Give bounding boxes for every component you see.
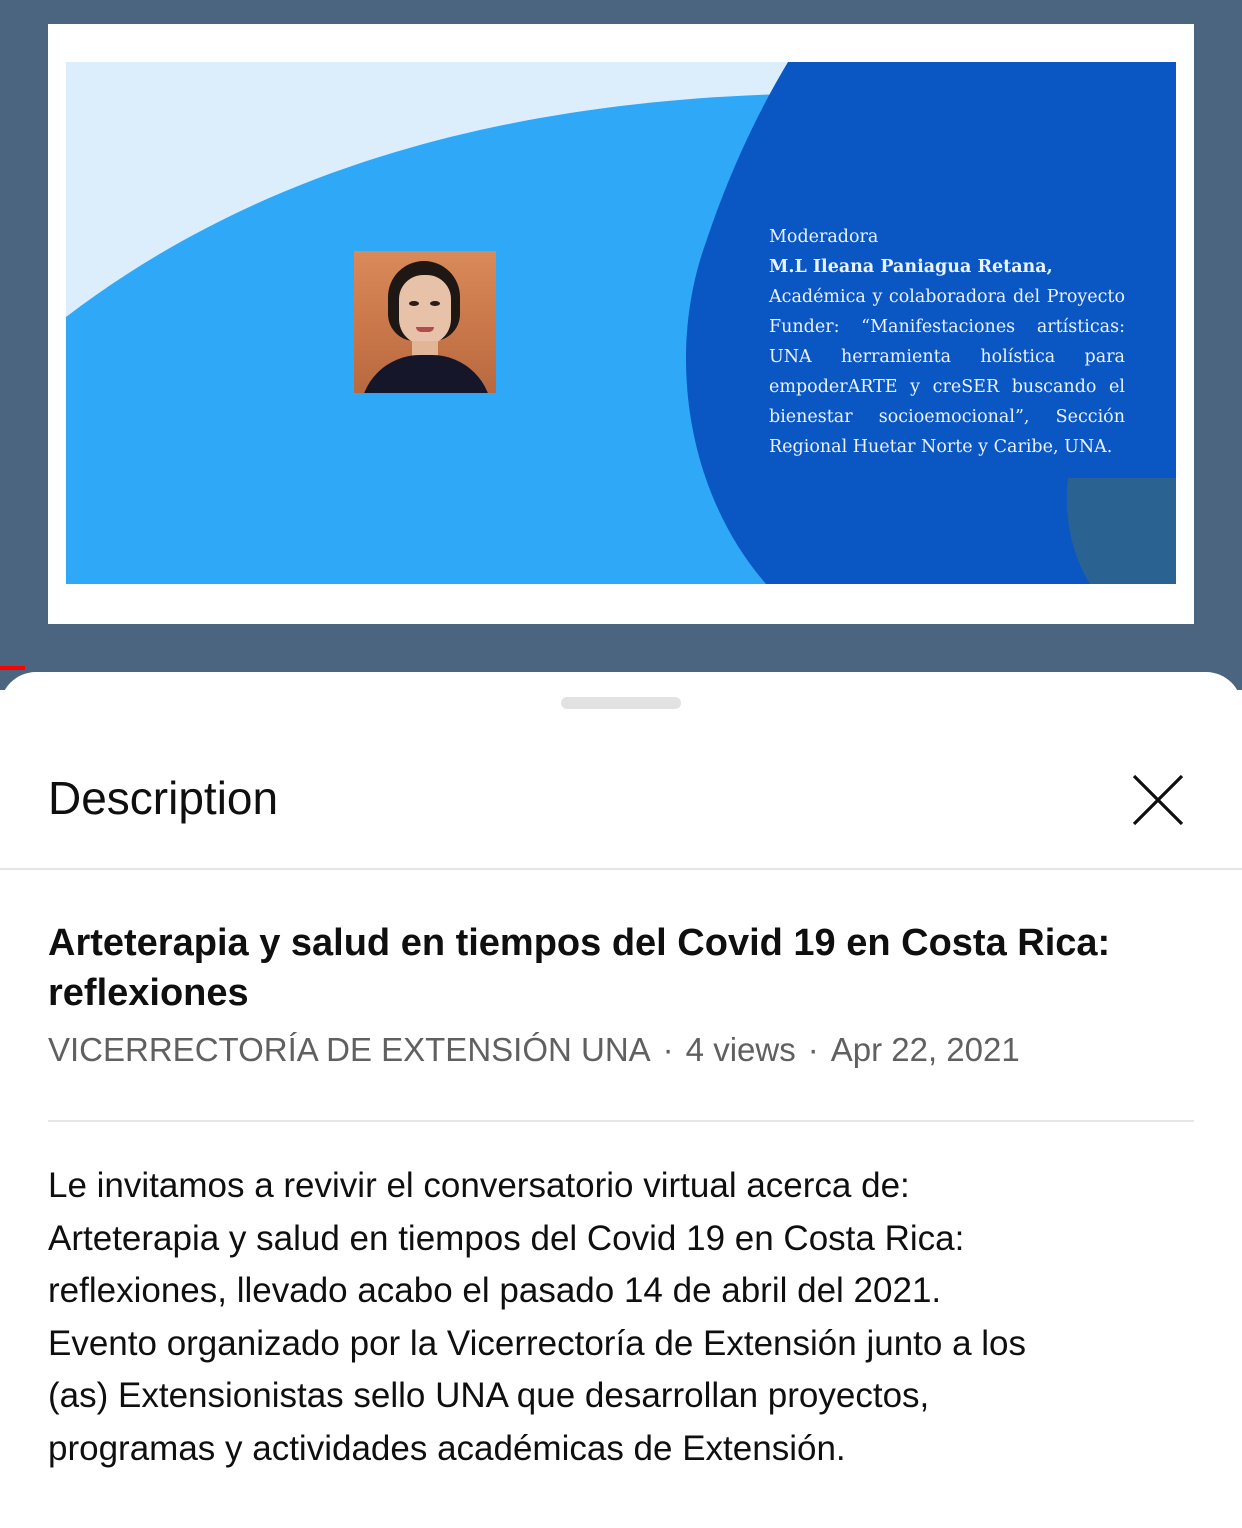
description-text [48,1160,1198,1475]
moderator-photo [354,251,496,393]
video-title: Arteterapia y salud en tiempos del Covid 19 en Costa Rica: reflexiones [48,922,1111,1014]
video-metadata: VICERRECTORÍA DE EXTENSIÓN UNA · 4 views · Apr 22, 2021 [48,1031,1020,1068]
close-button[interactable] [1128,770,1188,830]
header-divider [0,868,1242,870]
moderator-affiliation: Académica y colaboradora del Proyecto Funder: “Manifestaciones artísticas: UNA herramienta holística para empoderARTE y creSER buscando el bienestar socioemocional”, Sección Regional Huetar Norte y Caribe, UNA. [769,287,1125,457]
playback-progress-bar[interactable] [0,666,25,670]
description-line: reflexiones, llevado acabo el pasado 14 de abril del 2021. [48,1271,942,1310]
description-line: Evento organizado por la Vicerrectoría de Extensión junto a los [48,1323,1027,1363]
drag-handle[interactable] [561,697,681,709]
slide-frame [48,24,1194,624]
content-divider [48,1120,1194,1122]
moderator-name: M.L Ileana Paniagua Retana, [769,257,1053,277]
view-count: 4 views [685,1031,796,1068]
description-line: Le invitamos a revivir el conversatorio virtual acerca de: [48,1166,910,1205]
presentation-slide [66,62,1176,584]
upload-date: Apr 22, 2021 [830,1031,1020,1068]
description-sheet [0,672,1242,1528]
description-line: (as) Extensionistas sello UNA que desarrollan proyectos, [48,1376,930,1415]
description-line: programas y actividades académicas de Extensión. [48,1428,846,1468]
sheet-title: Description [48,772,279,824]
channel-name[interactable]: VICERRECTORÍA DE EXTENSIÓN UNA [48,1031,651,1068]
video-player[interactable] [0,0,1242,690]
moderator-info [769,222,1125,462]
description-line: Arteterapia y salud en tiempos del Covid 19 en Costa Rica: [48,1218,965,1258]
moderator-role: Moderadora [769,227,879,247]
close-icon [1130,772,1186,828]
